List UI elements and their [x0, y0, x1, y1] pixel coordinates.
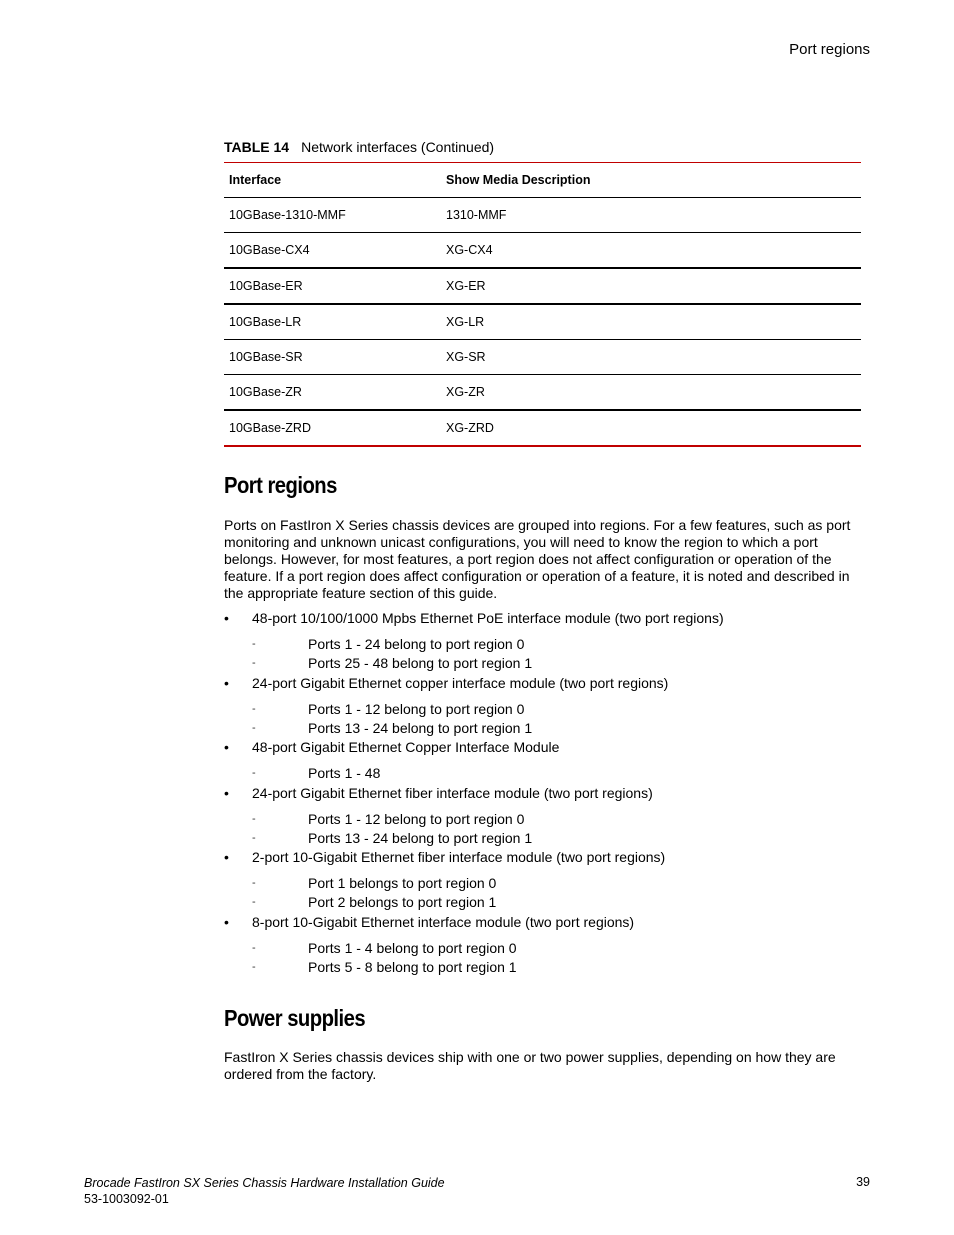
bullet-icon: • — [224, 739, 229, 755]
power-supplies-text — [224, 1049, 864, 1083]
dash-icon: - — [252, 767, 256, 779]
table-header-row — [224, 163, 861, 198]
table-caption — [224, 139, 494, 155]
description-cell: XG-ZR — [441, 375, 861, 411]
section-heading-power-supplies: Power supplies — [224, 1005, 366, 1031]
dash-icon: - — [252, 657, 256, 669]
interface-cell: 10GBase-LR — [224, 304, 441, 340]
module-name: 8-port 10-Gigabit Ethernet interface module (two port regions) — [252, 914, 635, 930]
dash-icon: - — [252, 832, 256, 844]
module-name: 48-port Gigabit Ethernet Copper Interface Module — [252, 739, 560, 755]
description-cell: XG-SR — [441, 340, 861, 375]
description-cell: XG-ZRD — [441, 410, 861, 446]
table-row — [224, 304, 861, 340]
interface-cell: 10GBase-ER — [224, 268, 441, 304]
sub-item-text: Port 2 belongs to port region 1 — [308, 894, 497, 910]
module-name: 24-port Gigabit Ethernet fiber interface module (two port regions) — [252, 785, 653, 801]
module-name: 48-port 10/100/1000 Mpbs Ethernet PoE interface module (two port regions) — [252, 610, 724, 626]
table-label: TABLE 14 — [224, 139, 290, 155]
sub-item-text: Ports 13 - 24 belong to port region 1 — [308, 720, 533, 736]
sub-item-text: Ports 13 - 24 belong to port region 1 — [308, 830, 533, 846]
bullet-icon: • — [224, 675, 229, 691]
dash-icon: - — [252, 813, 256, 825]
network-interfaces-table — [224, 162, 861, 447]
intro-line: Ports on FastIron X Series chassis devices are grouped into regions. For a few features, such as port — [224, 517, 851, 533]
interface-cell: 10GBase-1310-MMF — [224, 198, 441, 233]
dash-icon: - — [252, 877, 256, 889]
page-number: 39 — [856, 1175, 870, 1189]
sub-item-text: Ports 1 - 48 — [308, 765, 381, 781]
section-heading-port-regions: Port regions — [224, 472, 337, 498]
interface-cell: 10GBase-SR — [224, 340, 441, 375]
table-row — [224, 233, 861, 269]
table-row — [224, 268, 861, 304]
interface-cell: 10GBase-ZRD — [224, 410, 441, 446]
description-cell: XG-CX4 — [441, 233, 861, 269]
dash-icon: - — [252, 961, 256, 973]
sub-item-text: Ports 1 - 4 belong to port region 0 — [308, 940, 517, 956]
table-row — [224, 375, 861, 411]
column-header-description: Show Media Description — [441, 163, 861, 198]
description-cell: XG-ER — [441, 268, 861, 304]
table-row — [224, 340, 861, 375]
sub-item-text: Ports 1 - 24 belong to port region 0 — [308, 636, 525, 652]
intro-line: feature. If a port region does affect configuration or operation of a feature, it is noted and described in — [224, 568, 850, 584]
sub-item-text: Ports 1 - 12 belong to port region 0 — [308, 701, 525, 717]
column-header-interface: Interface — [224, 163, 441, 198]
dash-icon: - — [252, 638, 256, 650]
dash-icon: - — [252, 703, 256, 715]
sub-item-text: Port 1 belongs to port region 0 — [308, 875, 497, 891]
intro-line: monitoring and unknown unicast configurations, you will need to know the region to which a port — [224, 534, 818, 550]
dash-icon: - — [252, 942, 256, 954]
description-cell: XG-LR — [441, 304, 861, 340]
table-title: Network interfaces (Continued) — [301, 139, 495, 155]
port-regions-intro — [224, 517, 864, 602]
sub-item-text: Ports 5 - 8 belong to port region 1 — [308, 959, 517, 975]
footer-doc-number: 53-1003092-01 — [84, 1192, 169, 1206]
bullet-icon: • — [224, 785, 229, 801]
interface-cell: 10GBase-CX4 — [224, 233, 441, 269]
dash-icon: - — [252, 896, 256, 908]
intro-line: the appropriate feature section of this guide. — [224, 585, 498, 601]
power-line: ordered from the factory. — [224, 1066, 377, 1082]
power-line: FastIron X Series chassis devices ship with one or two power supplies, depending on how they are — [224, 1049, 836, 1065]
interface-cell: 10GBase-ZR — [224, 375, 441, 411]
dash-icon: - — [252, 722, 256, 734]
footer-title: Brocade FastIron SX Series Chassis Hardware Installation Guide — [84, 1176, 445, 1190]
table-row — [224, 198, 861, 233]
bullet-icon: • — [224, 610, 229, 626]
footer-document-info — [84, 1175, 445, 1207]
running-header: Port regions — [789, 41, 870, 58]
bullet-icon: • — [224, 914, 229, 930]
sub-item-text: Ports 25 - 48 belong to port region 1 — [308, 655, 533, 671]
table-row — [224, 410, 861, 446]
sub-item-text: Ports 1 - 12 belong to port region 0 — [308, 811, 525, 827]
bullet-icon: • — [224, 849, 229, 865]
module-name: 2-port 10-Gigabit Ethernet fiber interface module (two port regions) — [252, 849, 666, 865]
description-cell: 1310-MMF — [441, 198, 861, 233]
intro-line: belongs. However, for most features, a port region does not affect configuration or operation of the — [224, 551, 832, 567]
module-name: 24-port Gigabit Ethernet copper interface module (two port regions) — [252, 675, 669, 691]
